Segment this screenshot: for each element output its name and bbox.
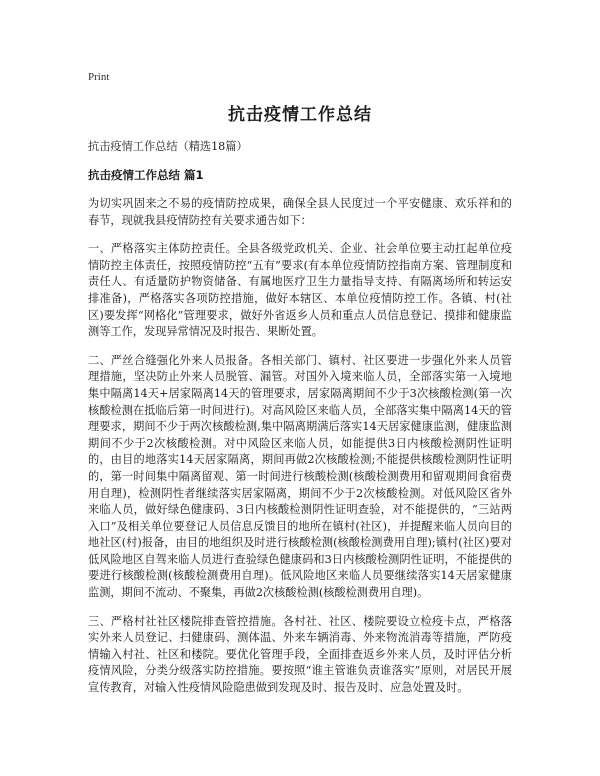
document-title: 抗击疫情工作总结 — [228, 105, 372, 125]
document-subtitle: 抗击疫情工作总结（精选18篇） — [88, 140, 248, 153]
section-heading: 抗击疫情工作总结 篇1 — [88, 168, 204, 182]
paragraph-item-3: 三、严格村社社区楼院排查管控措施。各村社、社区、楼院要设立检疫卡点，严格落实外来人员登记、扫健康码、测体温、外来车辆消毒、外来物流消毒等措施，严防疫情输入村社、社区和楼院。要优化管理手段，全面排查返乡外来人员，及时评估分析疫情风险，分类分级落实防控措施。要按照“谁主管谁负责谁落实”原则，对居民开展宣传教育，对输入性疫情风险隐患做到发现及时、报告及时、应急处置及时。 — [88, 614, 512, 695]
paragraph-item-1: 一、严格落实主体防控责任。全县各级党政机关、企业、社会单位要主动扛起单位疫情防控主体责任，按照疫情防控“五有”要求(有本单位疫情防控指南方案、管理制度和责任人、有适量防护物资储备、有属地医疗卫生力量指导支持、有隔离场所和转运安排准备)，严格落实各项防控措施，做好本辖区、本单位疫情防控工作。各镇、村(社区)要发挥“网格化”管理要求，做好外省返乡人员和重点人员信息登记、摸排和健康监测等工作，发现异常情况及时报告、果断处置。 — [88, 242, 512, 339]
paragraph-item-2: 二、严丝合缝强化外来人员报备。各相关部门、镇村、社区要进一步强化外来人员管理措施，坚决防止外来人员脱管、漏管。对国外入境来临人员，全部落实第一入境地集中隔离14天+居家隔离14天的管理要求，居家隔离期间不少于3次核酸检测(第一次核酸检测在抵临后第一时间进行)。对高风险区来临人员，全部落实集中隔离14天的管理要求，期间不少于两次核酸检测,集中隔离期满后落实14天居家健康监测，健康监测期间不少于2次核酸检测。对中风险区来临人员，如能提供3日内核酸检测阴性证明的，由目的地落实14天居家隔离，期间再做2次核酸检测;不能提供核酸检测阴性证明的，第一时间集中隔离留观、第一时间进行核酸检测(核酸检测费用和留观期间食宿费用自理)，检测阴性者继续落实居家隔离，期间不少于2次核酸检测。对低风险区省外来临人员，做好绿色健康码、3日内核酸检测阴性证明查验，对不能提供的，“三站两入口”及相关单位要登记人员信息反馈目的地所在镇村(社区)，并提醒来临人员向目的地社区(村)报备，由目的地组织及时进行核酸检测(核酸检测费用自理);镇村(社区)要对低风险地区自驾来临人员进行查验绿色健康码和3日内核酸检测阴性证明，不能提供的要进行核酸检测(核酸检测费用自理)。低风险地区来临人员要继续落实14天居家健康监测，期间不流动、不聚集，再做2次核酸检测(核酸检测费用自理)。 — [88, 353, 512, 600]
print-label: Print — [88, 71, 110, 83]
paragraph-intro: 为切实巩固来之不易的疫情防控成果，确保全县人民度过一个平安健康、欢乐祥和的春节，现就我县疫情防控有关要求通告如下： — [88, 197, 512, 227]
